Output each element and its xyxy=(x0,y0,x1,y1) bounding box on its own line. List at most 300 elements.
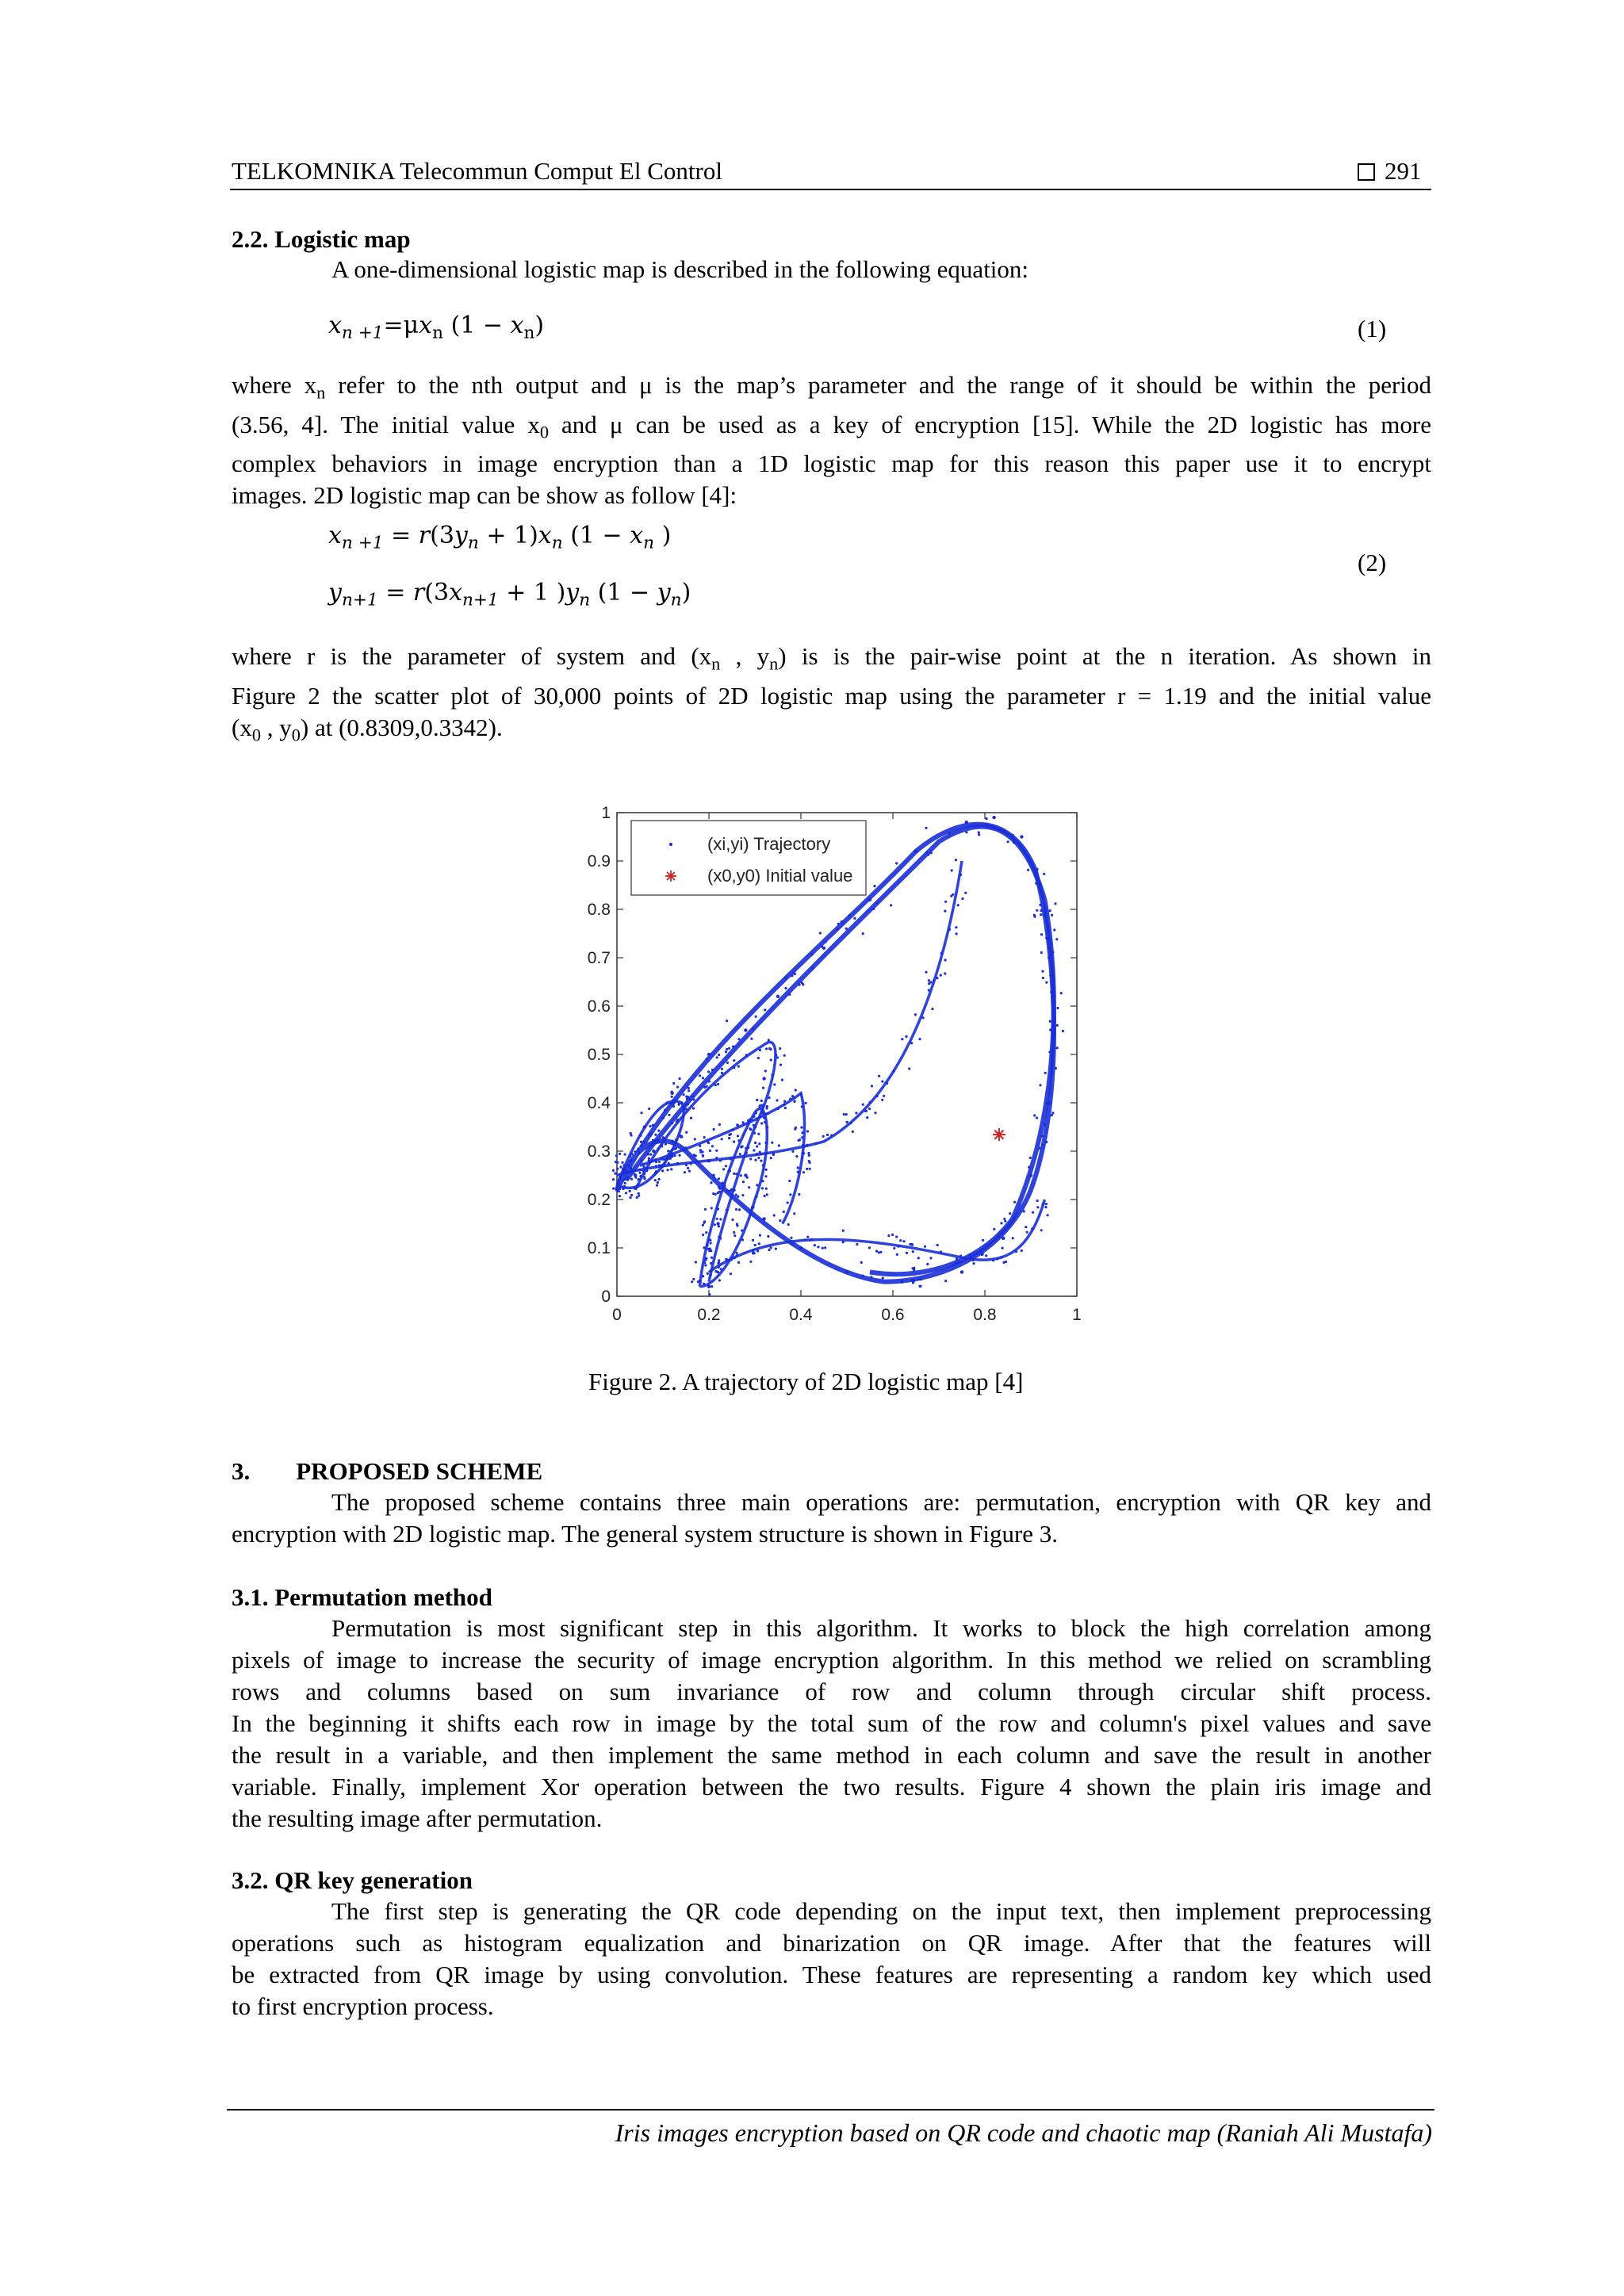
trajectory-point xyxy=(931,1008,933,1010)
trajectory-point xyxy=(648,1108,650,1110)
x-tick-label: 0.2 xyxy=(697,1306,721,1324)
trajectory-point xyxy=(901,1038,903,1040)
trajectory-point xyxy=(809,1168,811,1170)
trajectory-point xyxy=(926,1263,929,1265)
x-tick-label: 0.6 xyxy=(881,1306,905,1324)
figure-caption: Figure 2. A trajectory of 2D logistic map [4] xyxy=(588,1368,1024,1395)
trajectory-point xyxy=(755,1196,757,1198)
footer-rule xyxy=(227,2109,1434,2110)
trajectory-point xyxy=(810,954,813,956)
trajectory-point xyxy=(918,1038,921,1040)
trajectory-point xyxy=(1029,1157,1032,1159)
trajectory-point xyxy=(690,1117,692,1119)
trajectory-point xyxy=(705,1058,707,1060)
trajectory-point xyxy=(719,1159,722,1161)
trajectory-point xyxy=(764,1070,767,1072)
trajectory-point xyxy=(760,1100,763,1102)
trajectory-point xyxy=(830,1135,833,1137)
trajectory-point xyxy=(692,1278,695,1280)
trajectory-point xyxy=(957,904,959,906)
trajectory-point xyxy=(1051,1112,1054,1114)
trajectory-point xyxy=(1007,840,1009,843)
trajectory-point xyxy=(747,1146,749,1149)
trajectory-point xyxy=(720,1268,722,1270)
trajectory-point xyxy=(1013,1201,1016,1203)
trajectory-point xyxy=(811,1238,814,1241)
trajectory-point xyxy=(655,1161,657,1163)
trajectory-point xyxy=(862,932,864,935)
trajectory-point xyxy=(765,1112,768,1115)
trajectory-point xyxy=(925,971,927,974)
legend-marker-trajectory xyxy=(669,843,672,846)
paragraph-line: variable. Finally, implement Xor operation between the two results. Figure 4 shown the plain iris image and xyxy=(232,1773,1431,1800)
trajectory-point xyxy=(708,1293,710,1295)
trajectory-point xyxy=(1053,928,1055,931)
trajectory-point xyxy=(846,1121,848,1123)
paragraph-line: the result in a variable, and then implement the same method in each column and save the result in another xyxy=(232,1741,1431,1769)
trajectory-point xyxy=(645,1169,648,1172)
trajectory-point xyxy=(882,1277,884,1280)
trajectory-point xyxy=(657,1181,659,1184)
y-tick-label: 0.4 xyxy=(587,1094,611,1112)
trajectory-point xyxy=(671,1153,673,1155)
trajectory-point xyxy=(767,1235,769,1238)
trajectory-point xyxy=(1051,914,1053,916)
trajectory-point xyxy=(624,1154,626,1156)
trajectory-point xyxy=(710,1181,712,1184)
trajectory-point xyxy=(643,1165,645,1168)
trajectory-point xyxy=(699,1145,701,1147)
trajectory-point xyxy=(649,1154,652,1156)
trajectory-point xyxy=(773,1083,776,1085)
trajectory-point xyxy=(913,1267,915,1269)
trajectory-point xyxy=(868,1246,871,1249)
trajectory-point xyxy=(741,1145,744,1147)
trajectory-point xyxy=(683,1093,685,1096)
trajectory-point xyxy=(1039,904,1041,906)
trajectory-point xyxy=(666,1158,668,1160)
trajectory-point xyxy=(661,1164,664,1166)
trajectory-point xyxy=(628,1171,630,1173)
trajectory-point xyxy=(872,908,875,910)
trajectory-point xyxy=(845,1270,848,1273)
trajectory-point xyxy=(1055,938,1058,940)
trajectory-point xyxy=(1040,933,1043,936)
trajectory-point xyxy=(783,1100,786,1103)
trajectory-point xyxy=(1004,1220,1006,1223)
trajectory-point xyxy=(756,1099,758,1101)
trajectory-point xyxy=(619,1176,622,1178)
trajectory-point xyxy=(622,1161,624,1164)
trajectory-point xyxy=(663,1137,665,1139)
trajectory-point xyxy=(736,1224,738,1226)
trajectory-point xyxy=(730,1258,733,1261)
trajectory-point xyxy=(703,1220,706,1223)
trajectory-point xyxy=(792,971,795,974)
trajectory-point xyxy=(1040,951,1043,954)
trajectory-point xyxy=(707,1285,710,1288)
trajectory-point xyxy=(716,1218,718,1220)
trajectory-point xyxy=(702,1275,704,1277)
trajectory-point xyxy=(874,1112,876,1114)
trajectory-point xyxy=(806,1168,808,1170)
trajectory-point xyxy=(808,1154,810,1157)
trajectory-point xyxy=(672,1142,674,1144)
trajectory-point xyxy=(1000,1256,1002,1258)
trajectory-point xyxy=(1048,956,1051,959)
trajectory-point xyxy=(749,1158,752,1160)
trajectory-point xyxy=(1051,951,1054,954)
trajectory-point xyxy=(616,1168,619,1170)
trajectory-point xyxy=(765,1047,768,1050)
section-heading-3-1: 3.1. Permutation method xyxy=(232,1583,492,1611)
trajectory-point xyxy=(891,1234,894,1236)
trajectory-point xyxy=(788,1180,791,1182)
trajectory-point xyxy=(764,1121,766,1123)
trajectory-point xyxy=(713,1128,715,1131)
trajectory-point xyxy=(735,1208,737,1211)
trajectory-point xyxy=(675,1138,677,1141)
trajectory-point xyxy=(1048,947,1051,950)
trajectory-point xyxy=(717,1083,719,1085)
trajectory-point xyxy=(928,979,930,982)
trajectory-point xyxy=(718,1123,721,1126)
trajectory-point xyxy=(650,1133,653,1135)
trajectory-point xyxy=(630,1167,632,1169)
trajectory-point xyxy=(1052,968,1055,970)
trajectory-point xyxy=(787,1201,789,1203)
trajectory-point xyxy=(723,1183,726,1185)
trajectory-point xyxy=(933,979,935,982)
trajectory-point xyxy=(770,1246,772,1249)
section-heading-2-2: 2.2. Logistic map xyxy=(232,225,411,253)
trajectory-point xyxy=(765,1142,768,1144)
trajectory-point xyxy=(619,1153,621,1155)
trajectory-point xyxy=(630,1194,633,1196)
trajectory-point xyxy=(667,1150,669,1152)
y-tick-label: 0.6 xyxy=(587,997,611,1016)
trajectory-point xyxy=(638,1195,640,1197)
trajectory-point xyxy=(735,1194,737,1196)
trajectory-point xyxy=(697,1280,699,1283)
trajectory-point xyxy=(790,1237,792,1239)
trajectory-point xyxy=(630,1178,633,1181)
trajectory-point xyxy=(732,1046,734,1048)
trajectory-point xyxy=(672,1105,675,1108)
trajectory-point xyxy=(944,972,946,974)
trajectory-point xyxy=(704,1259,707,1261)
trajectory-point xyxy=(625,1192,627,1194)
trajectory-point xyxy=(728,1137,730,1139)
trajectory-point xyxy=(900,1280,903,1284)
trajectory-point xyxy=(671,1096,673,1098)
trajectory-point xyxy=(736,1252,738,1254)
trajectory-point xyxy=(895,1235,898,1238)
trajectory-point xyxy=(652,1124,654,1127)
trajectory-point xyxy=(658,1164,661,1166)
trajectory-point xyxy=(703,1246,705,1249)
trajectory-point xyxy=(707,1070,710,1073)
trajectory-point xyxy=(718,1259,720,1261)
trajectory-point xyxy=(1049,909,1051,912)
trajectory-point xyxy=(911,1244,914,1246)
trajectory-point xyxy=(959,1261,961,1263)
trajectory-point xyxy=(655,1170,657,1173)
trajectory-point xyxy=(730,1272,732,1275)
trajectory-point xyxy=(715,1150,718,1152)
trajectory-point xyxy=(895,862,898,864)
trajectory-point xyxy=(737,1066,740,1068)
trajectory-point xyxy=(718,1191,721,1193)
trajectory-point xyxy=(965,831,967,833)
trajectory-point xyxy=(754,1159,756,1161)
paragraph-line: Permutation is most significant step in this algorithm. It works to block the high correlation among xyxy=(331,1614,1431,1642)
trajectory-point xyxy=(719,1237,722,1239)
trajectory-point xyxy=(756,1153,758,1155)
trajectory-point xyxy=(793,1100,795,1103)
scatter-chart xyxy=(555,797,1094,1344)
trajectory-point xyxy=(619,1165,622,1168)
trajectory-point xyxy=(615,1188,619,1192)
trajectory-point xyxy=(676,1086,679,1089)
trajectory-point xyxy=(718,1054,720,1056)
trajectory-point xyxy=(729,1158,731,1160)
trajectory-point xyxy=(657,1130,660,1132)
trajectory-point xyxy=(752,1027,754,1030)
trajectory-point xyxy=(1045,1141,1048,1143)
trajectory-point xyxy=(707,1272,709,1275)
trajectory-point xyxy=(855,1112,857,1114)
trajectory-point xyxy=(798,984,800,986)
trajectory-point xyxy=(737,1135,739,1137)
trajectory-point xyxy=(638,1152,641,1154)
trajectory-point xyxy=(825,940,827,943)
trajectory-point xyxy=(860,1261,863,1264)
trajectory-point xyxy=(992,816,995,819)
trajectory-point xyxy=(634,1173,637,1177)
trajectory-point xyxy=(784,987,787,989)
paragraph-line: the resulting image after permutation. xyxy=(232,1804,603,1832)
trajectory-point xyxy=(667,1169,669,1171)
trajectory-point xyxy=(906,1252,908,1254)
trajectory-point xyxy=(704,1208,707,1211)
trajectory-point xyxy=(629,1159,632,1162)
trajectory-point xyxy=(629,1190,631,1192)
trajectory-point xyxy=(1044,1206,1047,1208)
trajectory-point xyxy=(691,1280,693,1283)
trajectory-point xyxy=(652,1150,655,1153)
trajectory-point xyxy=(1042,977,1044,979)
x-tick-label: 0.4 xyxy=(789,1306,813,1324)
trajectory-point xyxy=(925,827,927,829)
trajectory-point xyxy=(822,1247,824,1249)
trajectory-point xyxy=(853,917,856,920)
trajectory-point xyxy=(800,1093,802,1096)
trajectory-point xyxy=(714,1193,717,1196)
trajectory-point xyxy=(664,1109,666,1112)
trajectory-point xyxy=(753,1252,756,1254)
trajectory-point xyxy=(687,1167,689,1169)
trajectory-point xyxy=(717,1207,719,1210)
y-tick-label: 0 xyxy=(601,1288,611,1306)
trajectory-point xyxy=(721,1182,723,1184)
trajectory-point xyxy=(721,1068,723,1070)
y-tick-label: 0.3 xyxy=(587,1142,611,1161)
trajectory-point xyxy=(634,1150,636,1153)
trajectory-point xyxy=(1060,992,1063,994)
trajectory-point xyxy=(737,1261,740,1264)
trajectory-point xyxy=(964,892,967,894)
trajectory-point xyxy=(638,1172,641,1174)
trajectory-point xyxy=(1041,970,1044,973)
trajectory-point xyxy=(783,1211,785,1213)
header-rule xyxy=(230,189,1431,190)
trajectory-point xyxy=(716,1056,718,1058)
x-tick-label: 0.8 xyxy=(973,1306,997,1324)
trajectory-point xyxy=(824,1246,826,1249)
trajectory-point xyxy=(733,1059,735,1062)
trajectory-point xyxy=(1041,1143,1044,1146)
trajectory-point xyxy=(826,1134,829,1136)
trajectory-point xyxy=(615,1154,618,1157)
trajectory-point xyxy=(1021,1249,1023,1252)
trajectory-point xyxy=(733,1141,735,1143)
trajectory-point xyxy=(656,1184,658,1187)
trajectory-point xyxy=(699,1074,701,1077)
trajectory-point xyxy=(793,1212,795,1215)
trajectory-point xyxy=(1049,974,1051,977)
trajectory-point xyxy=(753,1132,756,1135)
trajectory-point xyxy=(652,1139,654,1142)
trajectory-point xyxy=(704,1264,707,1266)
trajectory-point xyxy=(718,1225,720,1227)
trajectory-point xyxy=(710,1207,713,1209)
trajectory-point xyxy=(1056,1047,1059,1049)
trajectory-point xyxy=(1041,1135,1044,1137)
trajectory-point xyxy=(664,1162,666,1165)
trajectory-point xyxy=(842,1241,845,1243)
y-tick-label: 0.1 xyxy=(587,1239,611,1257)
trajectory-point xyxy=(749,1128,752,1131)
trajectory-point xyxy=(875,1095,878,1097)
page-number: 291 xyxy=(1385,157,1422,185)
trajectory-point xyxy=(805,1102,807,1104)
trajectory-point xyxy=(1036,1116,1038,1119)
trajectory-point xyxy=(764,1008,766,1011)
trajectory-point xyxy=(712,1174,714,1177)
trajectory-point xyxy=(806,1236,809,1238)
trajectory-point xyxy=(631,1153,634,1155)
trajectory-point xyxy=(741,1194,744,1196)
trajectory-point xyxy=(806,1130,809,1132)
trajectory-point xyxy=(777,1108,779,1110)
trajectory-point xyxy=(1031,1227,1033,1230)
trajectory-point xyxy=(708,1080,710,1082)
trajectory-point xyxy=(1039,1084,1041,1086)
trajectory-point xyxy=(661,1145,663,1147)
trajectory-point xyxy=(807,1152,810,1154)
trajectory-point xyxy=(870,1276,872,1278)
trajectory-point xyxy=(643,1173,645,1175)
trajectory-point xyxy=(960,1270,963,1273)
trajectory-point xyxy=(670,1156,672,1158)
trajectory-point xyxy=(1045,1203,1048,1205)
trajectory-point xyxy=(801,1131,803,1134)
trajectory-point xyxy=(731,1129,733,1131)
trajectory-point xyxy=(714,1084,717,1086)
trajectory-point xyxy=(753,1149,755,1151)
trajectory-point xyxy=(1036,1206,1039,1208)
trajectory-point xyxy=(1048,1050,1051,1053)
trajectory-point xyxy=(795,1089,797,1091)
trajectory-point xyxy=(758,1142,760,1145)
trajectory-point xyxy=(668,1114,670,1116)
trajectory-point xyxy=(1025,1226,1027,1228)
trajectory-point xyxy=(738,1208,741,1211)
trajectory-point xyxy=(1049,1020,1051,1023)
trajectory-point xyxy=(773,1214,776,1216)
trajectory-point xyxy=(741,1230,743,1232)
trajectory-point xyxy=(869,1101,871,1104)
trajectory-point xyxy=(866,1116,868,1119)
trajectory-point xyxy=(670,1092,673,1095)
trajectory-point xyxy=(982,1239,984,1242)
trajectory-point xyxy=(622,1168,625,1170)
trajectory-point xyxy=(787,1223,790,1226)
trajectory-point xyxy=(763,1116,765,1119)
trajectory-point xyxy=(707,1159,710,1162)
trajectory-point xyxy=(899,1239,902,1242)
trajectory-point xyxy=(754,1244,756,1246)
trajectory-point xyxy=(973,825,975,828)
trajectory-point xyxy=(930,851,933,854)
trajectory-point xyxy=(684,1146,687,1149)
trajectory-point xyxy=(728,1134,730,1136)
trajectory-point xyxy=(624,1182,626,1184)
trajectory-point xyxy=(842,1230,845,1232)
trajectory-point xyxy=(1045,982,1048,984)
trajectory-point xyxy=(868,898,871,901)
trajectory-point xyxy=(781,1079,783,1081)
trajectory-point xyxy=(736,1254,738,1257)
trajectory-point xyxy=(759,1234,761,1237)
trajectory-point xyxy=(848,914,850,916)
trajectory-point xyxy=(849,1122,852,1124)
trajectory-point xyxy=(1002,1237,1005,1240)
trajectory-point xyxy=(692,1107,695,1109)
trajectory-point xyxy=(879,1251,882,1253)
trajectory-point xyxy=(764,1195,766,1197)
trajectory-point xyxy=(1023,1210,1025,1212)
trajectory-point xyxy=(654,1179,657,1181)
trajectory-point xyxy=(778,1144,780,1146)
trajectory-point xyxy=(771,1073,773,1076)
trajectory-point xyxy=(1049,1028,1051,1031)
trajectory-point xyxy=(684,1171,686,1173)
trajectory-point xyxy=(910,1042,913,1044)
trajectory-point xyxy=(742,1134,745,1136)
trajectory-point xyxy=(779,1219,781,1222)
trajectory-point xyxy=(788,993,791,996)
trajectory-point xyxy=(615,1161,617,1163)
trajectory-point xyxy=(762,1164,764,1166)
trajectory-point xyxy=(791,1150,794,1153)
trajectory-point xyxy=(986,824,989,826)
trajectory-point xyxy=(709,1239,711,1242)
trajectory-point xyxy=(739,1153,741,1155)
trajectory-point xyxy=(1009,1212,1011,1215)
trajectory-point xyxy=(726,1048,728,1050)
